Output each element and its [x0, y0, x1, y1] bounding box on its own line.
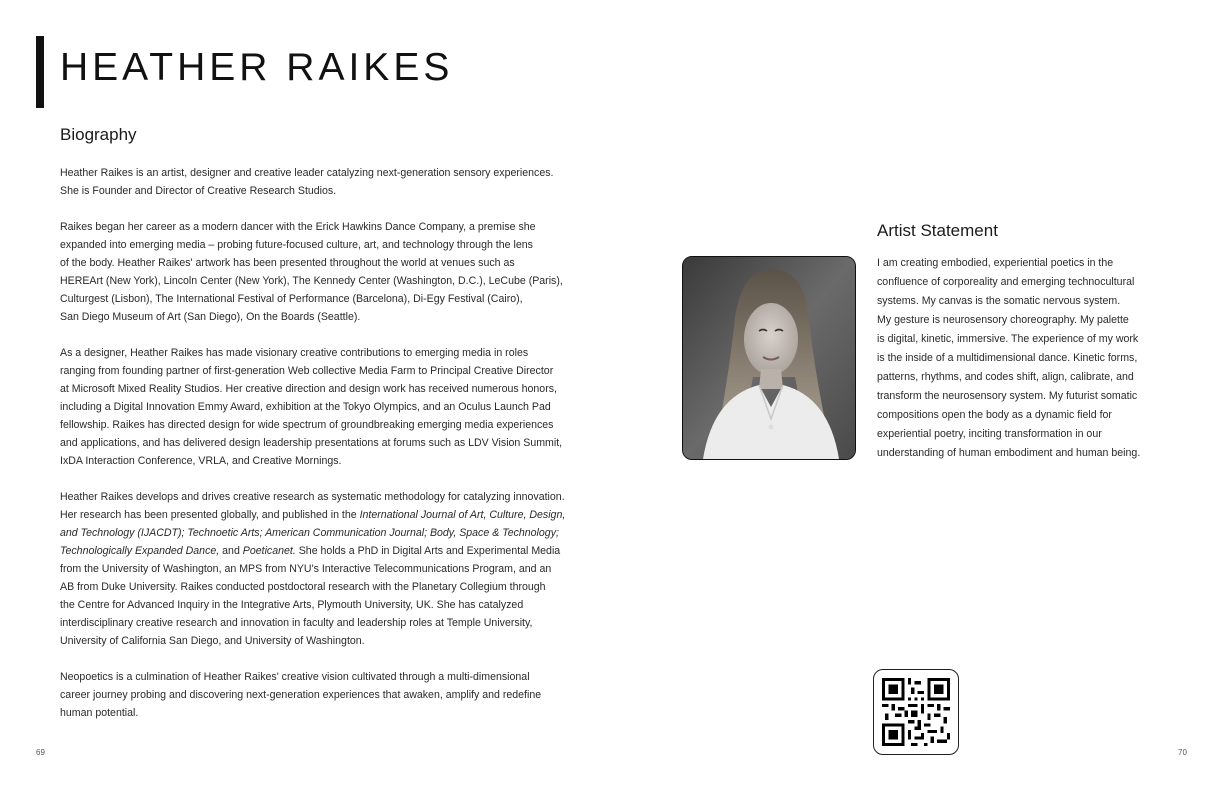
title-accent-bar	[36, 36, 44, 108]
bio-journal-title: Technologically Expanded Dance,	[60, 545, 220, 557]
bio-line: San Diego Museum of Art (San Diego), On the Boards (Seattle).	[60, 311, 361, 323]
bio-line: Heather Raikes develops and drives creative research as systematic methodology for catalyzing innovation.	[60, 491, 565, 503]
bio-line: at Microsoft Mixed Reality Studios. Her creative direction and design work has received numerous honors,	[60, 383, 557, 395]
bio-line: human potential.	[60, 707, 139, 719]
artist-statement-text	[877, 254, 1147, 463]
bio-line	[60, 524, 560, 542]
biography-text	[60, 164, 566, 740]
portrait-photo	[682, 256, 856, 460]
bio-line: interdisciplinary creative research and innovation in faculty and leadership roles at Temple University,	[60, 617, 533, 629]
bio-journal-title: International Journal of Art, Culture, Design,	[359, 509, 566, 521]
bio-text: and	[219, 545, 243, 557]
statement-line: My gesture is neurosensory choreography. My palette	[877, 314, 1129, 326]
bio-paragraph-4	[60, 488, 566, 650]
statement-line: I am creating embodied, experiential poetics in the	[877, 257, 1114, 269]
bio-line: the Centre for Advanced Inquiry in the Integrative Arts, Plymouth University, UK. She has catalyzed	[60, 599, 524, 611]
bio-line: Raikes began her career as a modern dancer with the Erick Hawkins Dance Company, a premise she	[60, 221, 536, 233]
bio-paragraph-1	[60, 164, 560, 200]
bio-line: including a Digital Innovation Emmy Award, exhibition at the Tokyo Olympics, and an Oculus Launch Pad	[60, 401, 551, 413]
page-number-left: 69	[36, 748, 45, 757]
statement-line: confluence of corporeality and emerging technocultural	[877, 276, 1135, 288]
statement-line: systems. My canvas is the somatic nervous system.	[877, 295, 1121, 307]
bio-line: expanded into emerging media – probing future-focused culture, art, and technology through the lens	[60, 239, 533, 251]
bio-journal-list: and Technology (IJACDT); Technoetic Arts; American Communication Journal; Body, Space & Technology;	[60, 527, 559, 539]
statement-line: is digital, kinetic, immersive. The experience of my work	[877, 333, 1139, 345]
qr-code-graphic	[882, 678, 950, 746]
bio-line: University of California San Diego, and University of Washington.	[60, 635, 365, 647]
portrait-image	[683, 257, 855, 459]
bio-line: As a designer, Heather Raikes has made visionary creative contributions to emerging media in roles	[60, 347, 529, 359]
statement-line: understanding of human embodiment and human being.	[877, 447, 1141, 459]
bio-line: from the University of Washington, an MPS from NYU's Interactive Telecommunications Program, and an	[60, 563, 552, 575]
bio-line: Neopoetics is a culmination of Heather Raikes' creative vision cultivated through a multi-dimensional	[60, 671, 530, 683]
artist-statement-heading: Artist Statement	[877, 221, 998, 240]
bio-paragraph-2	[60, 218, 563, 326]
bio-line	[60, 542, 560, 560]
bio-line: Heather Raikes is an artist, designer and creative leader catalyzing next-generation sensory experiences.	[60, 167, 554, 179]
bio-paragraph-5	[60, 668, 560, 722]
bio-line: Culturgest (Lisbon), The International Festival of Performance (Barcelona), Di-Egy Festival (Cairo),	[60, 293, 523, 305]
statement-line: experiential poetry, inciting transformation in our	[877, 428, 1102, 440]
bio-line: HEREArt (New York), Lincoln Center (New York), The Kennedy Center (Washington, D.C.), LeCube (Paris),	[60, 275, 563, 287]
bio-line: fellowship. Raikes has directed design for wide spectrum of groundbreaking emerging media experiences	[60, 419, 554, 431]
statement-line: compositions open the body as a dynamic field for	[877, 409, 1112, 421]
page-number-right: 70	[1178, 748, 1187, 757]
bio-line: She is Founder and Director of Creative Research Studios.	[60, 185, 337, 197]
page-title: HEATHER RAIKES	[60, 46, 454, 89]
bio-journal-title: Poeticanet.	[242, 545, 296, 557]
bio-line: career journey probing and discovering next-generation experiences that awaken, amplify and redefine	[60, 689, 542, 701]
bio-line: IxDA Interaction Conference, VRLA, and Creative Mornings.	[60, 455, 342, 467]
bio-text: Her research has been presented globally, and published in the	[60, 509, 360, 521]
biography-heading: Biography	[60, 125, 137, 144]
qr-code-icon[interactable]	[873, 669, 959, 755]
bio-paragraph-3	[60, 344, 563, 470]
bio-line: of the body. Heather Raikes' artwork has been presented throughout the world at venues such as	[60, 257, 515, 269]
statement-line: patterns, rhythms, and codes shift, align, calibrate, and	[877, 371, 1134, 383]
bio-line: and applications, and has delivered design leadership presentations at forums such as LDV Vision Summit,	[60, 437, 563, 449]
bio-line: ranging from founding partner of first-generation Web collective Media Farm to Principal Creative Director	[60, 365, 554, 377]
statement-line: transform the neurosensory system. My futurist somatic	[877, 390, 1138, 402]
bio-line	[60, 506, 566, 524]
bio-text: She holds a PhD in Digital Arts and Experimental Media	[295, 545, 561, 557]
statement-line: is the inside of a multidimensional dance. Kinetic forms,	[877, 352, 1138, 364]
bio-line: AB from Duke University. Raikes conducted postdoctoral research with the Planetary Collegium through	[60, 581, 546, 593]
